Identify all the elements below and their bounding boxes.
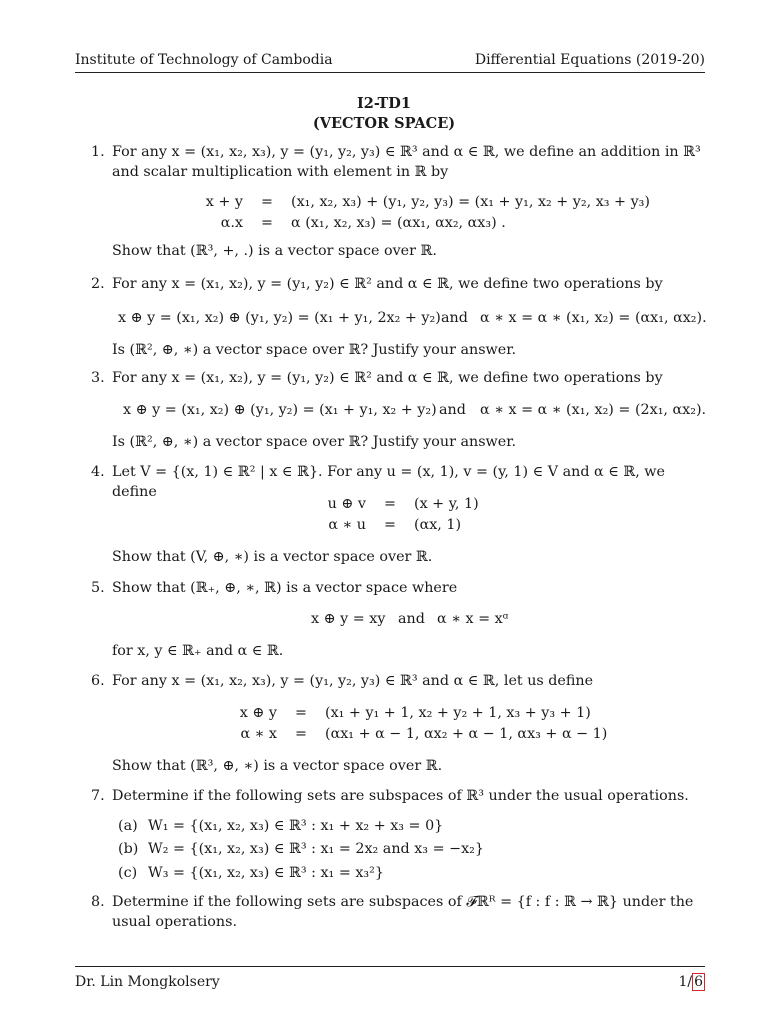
exercise-prompt: Is (ℝ², ⊕, ∗) a vector space over ℝ? Justify your answer. xyxy=(112,434,517,450)
exercise-4 xyxy=(91,462,705,572)
exercise-text: Determine if the following sets are subspaces of 𝓕ℝᴿ = {f : f : ℝ → ℝ} under the usual operations. xyxy=(112,894,694,930)
exercise-6 xyxy=(91,671,705,781)
equation-right: α ∗ x = α ∗ (x₁, x₂) = (2x₁, αx₂). xyxy=(480,402,707,418)
equation-left: x ⊕ y = xy xyxy=(311,611,386,627)
page-current: 1/ xyxy=(678,974,693,990)
exercise-number: 2. xyxy=(91,276,105,292)
exercise-prompt: Show that (ℝ³, +, .) is a vector space over ℝ. xyxy=(112,243,437,259)
page-title xyxy=(0,94,768,134)
exercise-text: Let V = {(x, 1) ∈ ℝ² | x ∈ ℝ}. For any u = (x, 1), v = (y, 1) ∈ V and α ∈ ℝ, we define xyxy=(112,464,666,500)
exercise-text: For any x = (x₁, x₂, x₃), y = (y₁, y₂, y₃) ∈ ℝ³ and α ∈ ℝ, let us define xyxy=(112,673,594,689)
exercise-text: For any x = (x₁, x₂, x₃), y = (y₁, y₂, y₃) ∈ ℝ³ and α ∈ ℝ, we define an addition in ℝ³ and scalar multiplication with element in ℝ by xyxy=(112,144,701,180)
equation-sign: = xyxy=(295,705,307,721)
equation-row xyxy=(181,213,506,233)
equation-sign: = xyxy=(295,726,307,742)
exercise-number: 7. xyxy=(91,788,105,804)
exercise-number: 8. xyxy=(91,894,105,910)
header-rule xyxy=(75,72,705,73)
subitem-label: (b) xyxy=(118,841,139,857)
equation-row xyxy=(231,724,607,744)
page-total-link[interactable]: 6 xyxy=(694,974,703,990)
equation-lhs: x + y xyxy=(205,194,243,210)
equation-row xyxy=(320,494,479,514)
equation-sign: = xyxy=(384,517,396,533)
exercise-prompt: Show that (ℝ³, ⊕, ∗) is a vector space over ℝ. xyxy=(112,758,443,774)
exercise-2 xyxy=(91,274,705,364)
equation-conjunction: and xyxy=(398,611,425,627)
exercise-7 xyxy=(91,786,705,886)
equation-conjunction: and xyxy=(441,310,468,326)
equation-rhs: α (x₁, x₂, x₃) = (αx₁, αx₂, αx₃) . xyxy=(291,215,506,231)
exercise-1 xyxy=(91,142,705,262)
equation-sign: = xyxy=(261,194,273,210)
exercise-number: 5. xyxy=(91,580,105,596)
equation-rhs: (x₁, x₂, x₃) + (y₁, y₂, y₃) = (x₁ + y₁, x₂ + y₂, x₃ + y₃) xyxy=(291,194,650,210)
equation-conjunction: and xyxy=(439,402,466,418)
page-indicator xyxy=(678,974,705,990)
equation-sign: = xyxy=(261,215,273,231)
equation-sign: = xyxy=(384,496,396,512)
subitem-text: W₂ = {(x₁, x₂, x₃) ∈ ℝ³ : x₁ = 2x₂ and x₃ = −x₂} xyxy=(148,841,484,857)
title-code: I2-TD1 xyxy=(357,95,411,112)
equation-lhs: x ⊕ y xyxy=(239,705,277,721)
equation-row xyxy=(181,192,650,212)
subitem-text: W₃ = {(x₁, x₂, x₃) ∈ ℝ³ : x₁ = x₃²} xyxy=(148,865,384,881)
equation-left: x ⊕ y = (x₁, x₂) ⊕ (y₁, y₂) = (x₁ + y₁, 2x₂ + y₂) xyxy=(118,310,441,326)
exercise-text: For any x = (x₁, x₂), y = (y₁, y₂) ∈ ℝ² and α ∈ ℝ, we define two operations by xyxy=(112,276,663,292)
header-course: Differential Equations (2019-20) xyxy=(474,52,705,68)
exercise-prompt: Show that (V, ⊕, ∗) is a vector space over ℝ. xyxy=(112,549,433,565)
equation-left: x ⊕ y = (x₁, x₂) ⊕ (y₁, y₂) = (x₁ + y₁, x₂ + y₂) xyxy=(123,402,437,418)
equation-row xyxy=(320,515,461,535)
equation-right: α ∗ x = α ∗ (x₁, x₂) = (αx₁, αx₂). xyxy=(480,310,707,326)
running-header xyxy=(75,52,705,68)
footer-rule xyxy=(75,966,705,967)
exercise-number: 1. xyxy=(91,144,105,160)
title-topic: (VECTOR SPACE) xyxy=(312,115,456,132)
equation-right: α ∗ x = xᵅ xyxy=(437,611,509,627)
equation-rhs: (αx, 1) xyxy=(414,517,462,533)
equation-lhs: α.x xyxy=(220,215,243,231)
exercise-number: 4. xyxy=(91,464,105,480)
exercise-prompt: Is (ℝ², ⊕, ∗) a vector space over ℝ? Justify your answer. xyxy=(112,342,517,358)
exercise-text: Determine if the following sets are subspaces of ℝ³ under the usual operations. xyxy=(112,788,689,804)
exercise-number: 6. xyxy=(91,673,105,689)
equation-rhs: (x₁ + y₁ + 1, x₂ + y₂ + 1, x₃ + y₃ + 1) xyxy=(325,705,591,721)
exercise-8 xyxy=(91,892,705,936)
exercise-text: Show that (ℝ₊, ⊕, ∗, ℝ) is a vector space where xyxy=(112,580,458,596)
subitem-text: W₁ = {(x₁, x₂, x₃) ∈ ℝ³ : x₁ + x₂ + x₃ = 0} xyxy=(148,818,444,834)
equation-row xyxy=(231,703,591,723)
exercise-number: 3. xyxy=(91,370,105,386)
exercise-5 xyxy=(91,578,705,668)
equation-lhs: α ∗ u xyxy=(328,517,366,533)
exercise-3 xyxy=(91,368,705,458)
equation-lhs: α ∗ x xyxy=(240,726,277,742)
subitem-label: (c) xyxy=(118,865,138,881)
running-footer xyxy=(75,974,705,990)
header-institution: Institute of Technology of Cambodia xyxy=(75,52,333,68)
equation-rhs: (αx₁ + α − 1, αx₂ + α − 1, αx₃ + α − 1) xyxy=(325,726,608,742)
exercise-prompt: for x, y ∈ ℝ₊ and α ∈ ℝ. xyxy=(112,643,284,659)
exercise-text: For any x = (x₁, x₂), y = (y₁, y₂) ∈ ℝ² and α ∈ ℝ, we define two operations by xyxy=(112,370,663,386)
footer-author: Dr. Lin Mongkolsery xyxy=(75,974,220,990)
equation-rhs: (x + y, 1) xyxy=(414,496,479,512)
equation-lhs: u ⊕ v xyxy=(327,496,366,512)
subitem-label: (a) xyxy=(118,818,138,834)
